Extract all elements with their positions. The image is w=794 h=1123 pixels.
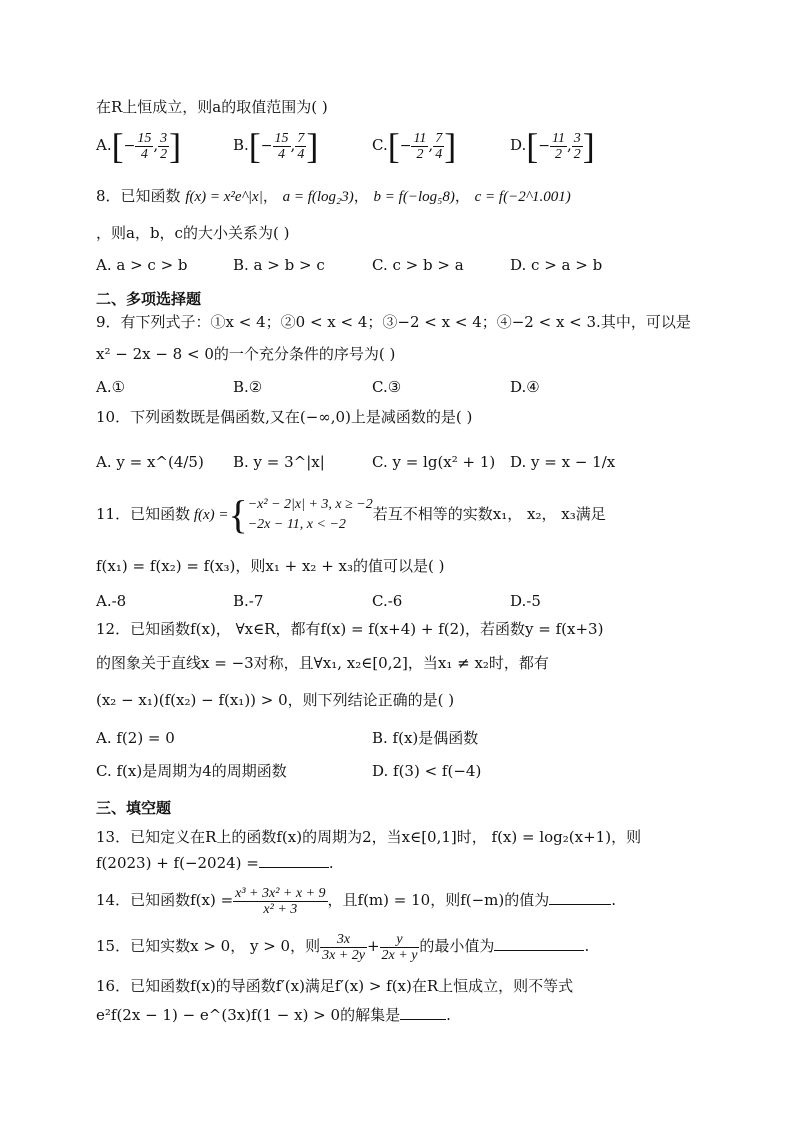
q16-stem-1: 16．已知函数f(x)的导函数f′(x)满足f′(x) > f(x)在R上恒成立，则不等式 [96,977,574,995]
q12-option-c[interactable]: C. f(x)是周期为4的周期函数 [96,762,287,780]
q7-option-c[interactable]: C.[− $\frac{11}{2}$ , $\frac{7}{4}$ ] [372,126,457,166]
q11-option-b[interactable]: B.-7 [233,592,264,610]
answer-blank[interactable] [259,853,329,868]
q8-tail: ，则a，b，c的大小关系为( ) [96,224,290,242]
q12-stem-2: 的图象关于直线x = −3对称，且∀x₁, x₂∈[0,2]，当x₁ ≠ x₂时，都有 [96,654,549,672]
q7-tail: 在R上恒成立，则a的取值范围为( ) [96,98,328,116]
q15-stem: 15．已知实数x > 0， y > 0，则 $\frac{3x}{3x + 2y}$ + $\frac{y}{2x + y}$ 的最小值为 . [96,931,590,963]
q13-stem-1: 13．已知定义在R上的函数f(x)的周期为2，当x∈[0,1]时， f(x) = log₂(x+1)，则 [96,828,642,846]
q11-option-c[interactable]: C.-6 [372,592,403,610]
q11-option-a[interactable]: A.-8 [96,592,127,610]
q8-stem: 8．已知函数 f(x) = x²e^|x|， a = f(log₂3)， b = f(−log₅8)， c = f(−2^1.001) [96,187,571,205]
q10-option-b[interactable]: B. y = 3^|x| [233,453,325,471]
q11-option-d[interactable]: D.-5 [510,592,541,610]
q8-option-d[interactable]: D. c > a > b [510,256,603,274]
q9-option-a[interactable]: A.① [96,378,126,396]
q9-option-b[interactable]: B.② [233,378,263,396]
q7-option-b[interactable]: B.[− $\frac{15}{4}$ , $\frac{7}{4}$ ] [233,126,319,166]
option-letter: A. [96,136,112,154]
piecewise-cases: −x² − 2|x| + 3, x ≥ −2 −2x − 11, x < −2 [247,497,373,532]
fraction: $\frac{\text{x³ + 3x² + x + 9}}{\text{x² + 3}}$ [235,885,326,917]
q8-option-a[interactable]: A. a > c > b [96,256,188,274]
section-heading-multiple-choice: 二、多项选择题 [96,290,202,308]
q16-stem-2: e²f(2x − 1) − e^(3x)f(1 − x) > 0的解集是 . [96,1006,451,1024]
section-heading-fill-in: 三、填空题 [96,799,172,817]
q12-stem-1: 12．已知函数f(x)， ∀x∈R，都有f(x) = f(x+4) + f(2)，若函数y = f(x+3) [96,620,604,638]
q10-option-c[interactable]: C. y = lg(x² + 1) [372,453,496,471]
q9-option-d[interactable]: D.④ [510,378,540,396]
q10-option-a[interactable]: A. y = x^(4/5) [96,453,204,471]
q12-stem-3: (x₂ − x₁)(f(x₂) − f(x₁)) > 0，则下列结论正确的是( ) [96,691,455,709]
q11-stem: 11．已知函数 f(x) ={ −x² − 2|x| + 3, x ≥ −2 −2x − 11, x < −2 若互不相等的实数x₁， x₂， x₃满足 [96,492,606,537]
q12-option-b[interactable]: B. f(x)是偶函数 [372,729,479,747]
q9-option-c[interactable]: C.③ [372,378,402,396]
q14-stem: 14．已知函数f(x) = $\frac{\text{x³ + 3x² + x + 9}}{\text{x² + 3}}$ ，且f(m) = 10，则f(−m)的值为 . [96,885,617,917]
q10-option-d[interactable]: D. y = x − 1/x [510,453,616,471]
q13-stem-2: f(2023) + f(−2024) = . [96,854,334,872]
q10-stem: 10．下列函数既是偶函数,又在(−∞,0)上是减函数的是( ) [96,408,473,426]
answer-blank[interactable] [494,936,584,951]
q9-stem: 9．有下列式子：①x < 4；②0 < x < 4；③−2 < x < 4；④−2 < x < 3.其中，可以是 [96,313,691,331]
fraction: $\frac{3}{2}$ [160,130,168,162]
q8-option-b[interactable]: B. a > b > c [233,256,325,274]
q9-stem-2: x² − 2x − 8 < 0的一个充分条件的序号为( ) [96,345,396,363]
q12-option-a[interactable]: A. f(2) = 0 [96,729,175,747]
answer-blank[interactable] [400,1005,446,1020]
answer-blank[interactable] [549,890,611,905]
q11-stem-2: f(x₁) = f(x₂) = f(x₃)，则x₁ + x₂ + x₃的值可以是( ) [96,557,445,575]
fraction: $\frac{15}{4}$ [137,130,152,162]
q8-option-c[interactable]: C. c > b > a [372,256,464,274]
q7-option-d[interactable]: D.[− $\frac{11}{2}$ , $\frac{3}{2}$ ] [510,126,595,166]
q12-option-d[interactable]: D. f(3) < f(−4) [372,762,482,780]
q7-option-a[interactable]: A.[− $\frac{15}{4}$ , $\frac{3}{2}$ ] [96,126,182,166]
